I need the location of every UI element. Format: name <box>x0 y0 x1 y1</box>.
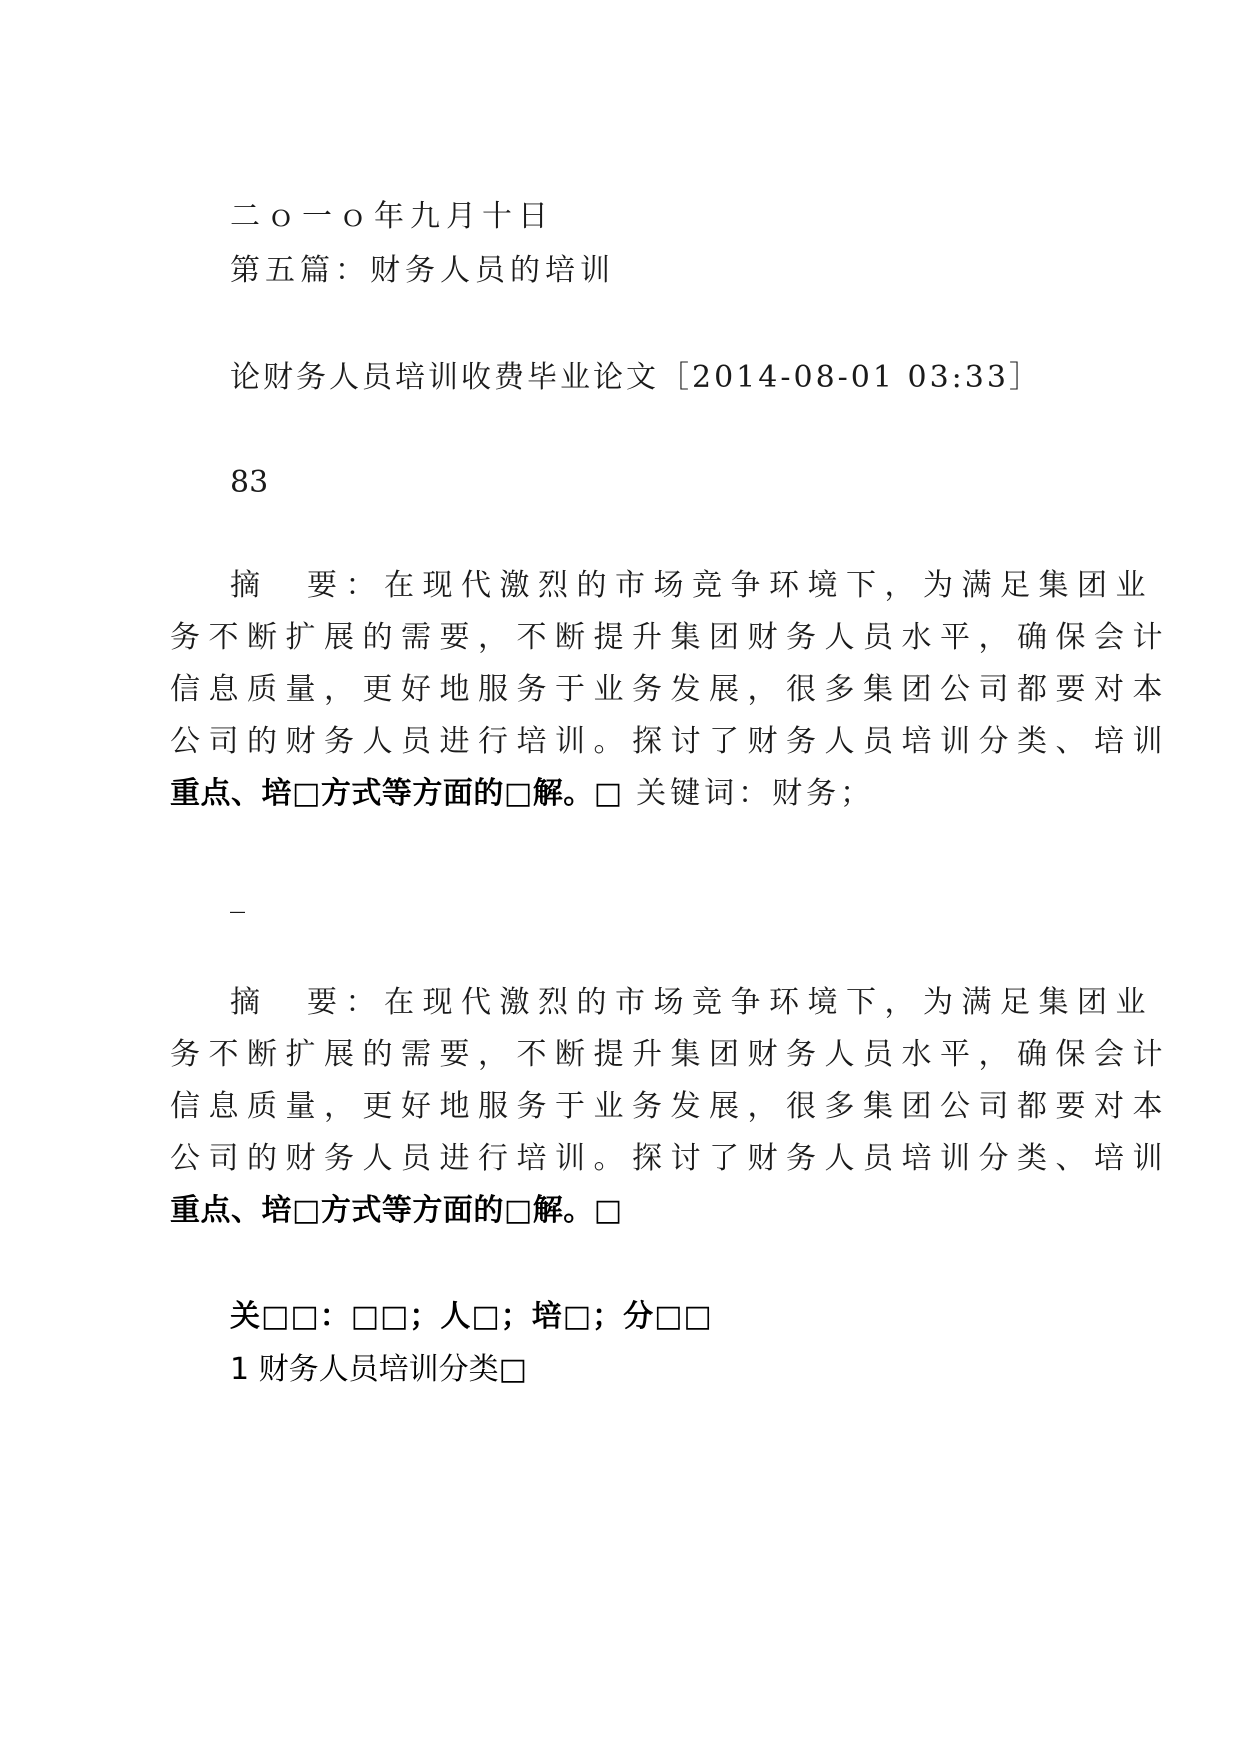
abstract-2-line-4: 公司的财务人员进行培训。探讨了财务人员培训分类、培训 <box>170 1141 1171 1176</box>
date-line: 二ｏ一ｏ年九月十日 <box>230 199 554 234</box>
abstract-1-line-4: 公司的财务人员进行培训。探讨了财务人员培训分类、培训 <box>170 724 1171 759</box>
abstract-2-line-5 <box>170 1190 623 1232</box>
abstract-1-line-3: 信息质量，更好地服务于业务发展，很多集团公司都要对本 <box>170 672 1171 707</box>
abstract-2-bold-text: 重点、培□方式等方面的□解。□ <box>170 1193 623 1228</box>
article-number: 83 <box>230 465 269 500</box>
keywords-inline: 关键词：财务； <box>622 776 875 811</box>
abstract-1-line-2: 务不断扩展的需要，不断提升集团财务人员水平，确保会计 <box>170 620 1171 655</box>
section-heading: 第五篇：财务人员的培训 <box>230 253 615 288</box>
dash-mark: _ <box>230 879 245 914</box>
abstract-2-line-1: 摘 要：在现代激烈的市场竞争环境下，为满足集团业 <box>230 985 1154 1020</box>
keywords-line: 关□□：□□；人□；培□；分□□ <box>230 1299 713 1334</box>
section-1-heading: 1 财务人员培训分类□ <box>230 1352 527 1387</box>
abstract-1-line-1: 摘 要：在现代激烈的市场竞争环境下，为满足集团业 <box>230 568 1154 603</box>
article-title: 论财务人员培训收费毕业论文［2014-08-01 03:33］ <box>230 360 1042 395</box>
abstract-1-bold-text: 重点、培□方式等方面的□解。□ <box>170 776 623 811</box>
abstract-2-line-3: 信息质量，更好地服务于业务发展，很多集团公司都要对本 <box>170 1089 1171 1124</box>
abstract-1-line-5 <box>170 773 874 815</box>
abstract-2-line-2: 务不断扩展的需要，不断提升集团财务人员水平，确保会计 <box>170 1037 1171 1072</box>
